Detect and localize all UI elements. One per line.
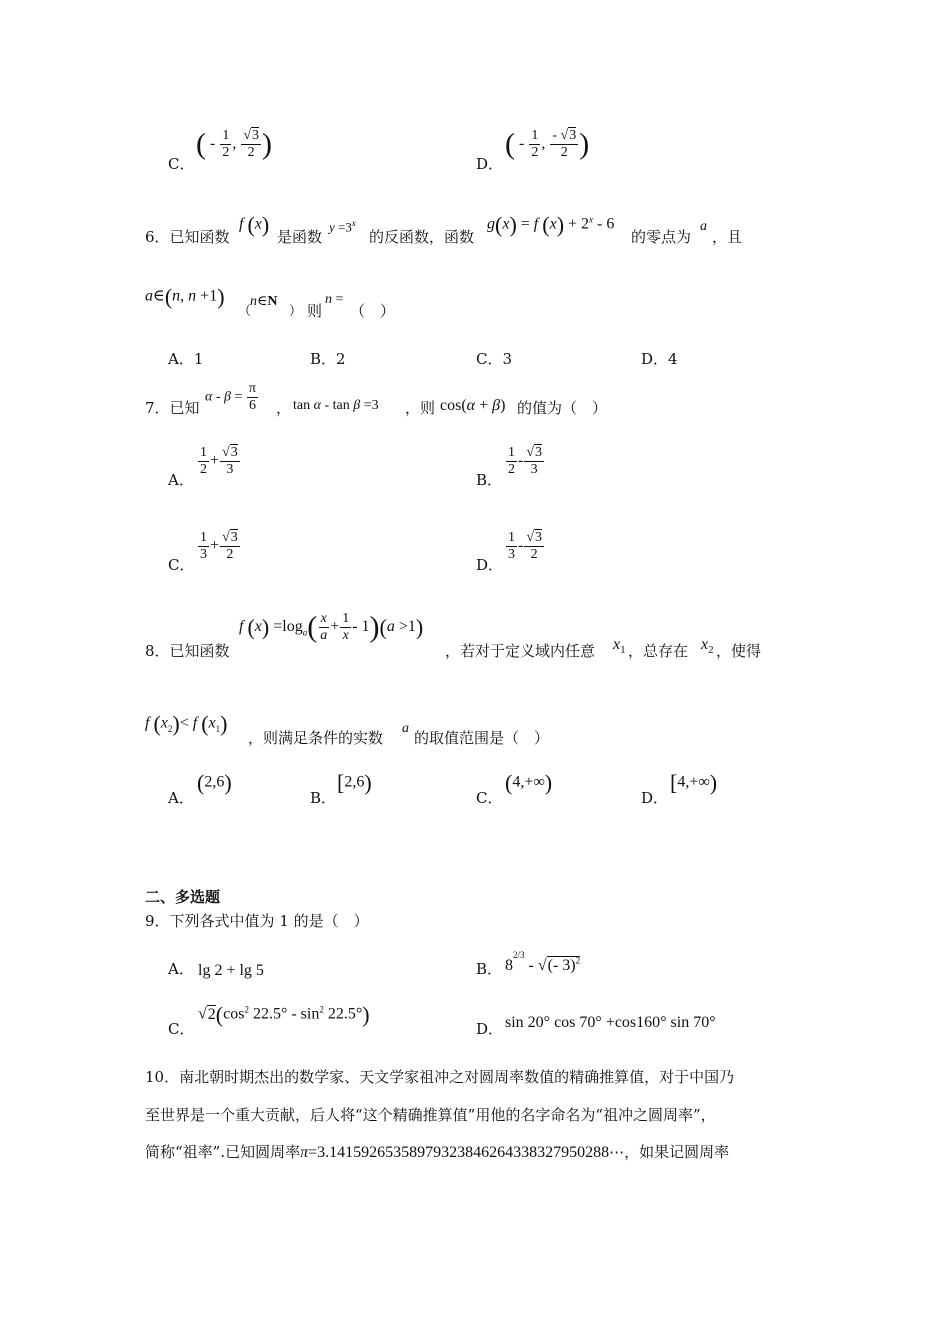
q9-option-a-formula: lg 2 + lg 5: [198, 962, 264, 979]
q8-x1: $x_1$: [613, 636, 626, 657]
q6-text: ，且: [712, 228, 743, 246]
q6-text: 的零点为: [631, 228, 692, 246]
q6-option-c[interactable]: C．3: [476, 350, 513, 368]
q6-text: 则: [307, 302, 323, 320]
q7-option-c-label[interactable]: C．: [168, 556, 195, 574]
q10-line1: [145, 1066, 734, 1087]
q9-option-d-formula: sin 20° cos 70° +cos160° sin 70°: [505, 1014, 716, 1031]
q10-pi: π: [300, 1144, 309, 1161]
q6-text: 是函数: [277, 228, 323, 246]
q10-number: 10．: [145, 1068, 180, 1086]
q8-option-d-label[interactable]: D．: [641, 789, 669, 807]
q7-text: ，则: [405, 399, 436, 417]
q5-option-c-formula: ( - $\frac{1}{2}$ , $\frac{√3}{2}$ ): [196, 127, 273, 161]
q9-option-c-formula: $√2(\cos^2$ $22.5^\circ - \sin^2 22.5^\circ$): [198, 1002, 370, 1027]
q6-text: ）: [289, 304, 303, 319]
q7-line1: [145, 397, 200, 418]
q7-option-b-formula: $\frac{1}{2}$ - $\frac{√3}{3}$: [508, 445, 543, 477]
q7-tan: tan α - tan β =3: [293, 398, 379, 413]
q8-inequality: f $(x_2)< f$ $(x_1)$: [145, 711, 228, 736]
q8-option-a-interval: (2,6): [197, 770, 232, 795]
q6-text: （: [238, 304, 252, 319]
q6-option-b[interactable]: B．2: [310, 350, 346, 368]
q9-number: 9．: [145, 912, 170, 930]
q8-text: ，总存在: [628, 642, 689, 660]
q9-option-d-label[interactable]: D．: [476, 1020, 504, 1038]
q7-option-d-formula: $\frac{1}{3}$ - $\frac{√3}{2}$: [508, 530, 543, 562]
q6-option-d[interactable]: D．4: [641, 350, 678, 368]
q6-text: 的反函数，函数: [369, 228, 475, 246]
q8-text: 的取值范围是（ ）: [414, 729, 550, 747]
q8-line1: [145, 640, 230, 661]
q7-number: 7．: [145, 399, 170, 417]
q9-text: 下列各式中值为 1 的是（ ）: [169, 912, 369, 930]
q7-text: 的值为（ ）: [517, 399, 608, 417]
q7-option-b-label[interactable]: B．: [476, 471, 503, 489]
q6-text: （ ）: [350, 302, 396, 320]
q7-cos: cos(α + β): [440, 397, 506, 414]
q6-exp-func: $y =3^x$: [329, 218, 356, 235]
q10-pi-value: =3.14159265358979323846264338327950288: [308, 1144, 610, 1161]
q8-option-c-interval: (4,+∞): [505, 770, 553, 795]
q6-a: a: [700, 219, 707, 234]
q6-n-natural: n∈N: [250, 294, 278, 309]
q8-option-c-label[interactable]: C．: [476, 789, 503, 807]
q6-gx: g(x) = f $(x) + 2^x - 6$: [487, 212, 615, 237]
q7-option-d-label[interactable]: D．: [476, 556, 504, 574]
q8-option-d-interval: [4,+∞): [670, 770, 718, 795]
q6-interval: a∈(n, n +1): [145, 284, 225, 309]
q10-ellipsis: ⋯: [609, 1143, 625, 1161]
q6-option-a[interactable]: A．1: [168, 350, 204, 368]
q10-text: ，如果记圆周率: [624, 1143, 730, 1161]
q9-option-c-label[interactable]: C．: [168, 1020, 195, 1038]
q9-stem: [145, 910, 369, 931]
q6-text: 已知函数: [169, 228, 230, 246]
q8-text: ，则满足条件的实数: [248, 729, 384, 747]
q8-function: f $(x) =\log_a$( $\frac{x}{a}$ + $\frac{1}{x}$ - 1)(a >1): [239, 610, 424, 644]
q6-fx: f (x): [239, 212, 270, 237]
q7-option-c-formula: $\frac{1}{3}$ + $\frac{√3}{2}$: [200, 530, 238, 562]
q8-option-b-interval: [2,6): [337, 770, 372, 795]
section-title: 二、多选题: [145, 888, 221, 906]
q8-a: a: [402, 721, 409, 736]
q7-option-a-label[interactable]: A．: [168, 471, 194, 489]
q9-option-b-formula: $8^{2/3}$ - √(- 3)$^2$: [505, 950, 581, 974]
q6-number: 6．: [145, 228, 170, 246]
q8-option-a-label[interactable]: A．: [168, 789, 194, 807]
q8-number: 8．: [145, 642, 170, 660]
q10-text: 南北朝时期杰出的数学家、天文学家祖冲之对圆周率数值的精确推算值，对于中国乃: [179, 1068, 735, 1086]
q9-option-b-label[interactable]: B．: [476, 960, 503, 978]
q10-text: 简称“祖率”.已知圆周率: [145, 1143, 301, 1161]
q8-option-b-label[interactable]: B．: [310, 789, 337, 807]
q7-alpha-beta: α - β = $\frac{\pi}{6}$: [205, 381, 256, 413]
q5-option-d-label: D．: [476, 155, 504, 173]
q8-text: ，若对于定义域内任意: [445, 642, 596, 660]
q7-text: 已知: [169, 399, 200, 417]
q7-text: ，: [276, 399, 292, 417]
q7-option-a-formula: $\frac{1}{2}$ + $\frac{√3}{3}$: [200, 445, 238, 477]
q10-line3: [145, 1141, 729, 1162]
q8-x2: $x_2$: [701, 636, 714, 657]
q6-line1: [145, 226, 230, 247]
q8-text: 已知函数: [169, 642, 230, 660]
q5-option-c-label: C．: [168, 155, 195, 173]
q10-line2: 至世界是一个重大贡献，后人将“这个精确推算值”用他的名字命名为“祖冲之圆周率”，: [145, 1106, 716, 1124]
q5-option-d-formula: ( - $\frac{1}{2}$ , $\frac{- √3}{2}$ ): [505, 127, 590, 161]
q8-text: ，使得: [716, 642, 762, 660]
q9-option-a-label[interactable]: A．: [168, 960, 194, 978]
q6-n-eq: n =: [325, 292, 344, 307]
